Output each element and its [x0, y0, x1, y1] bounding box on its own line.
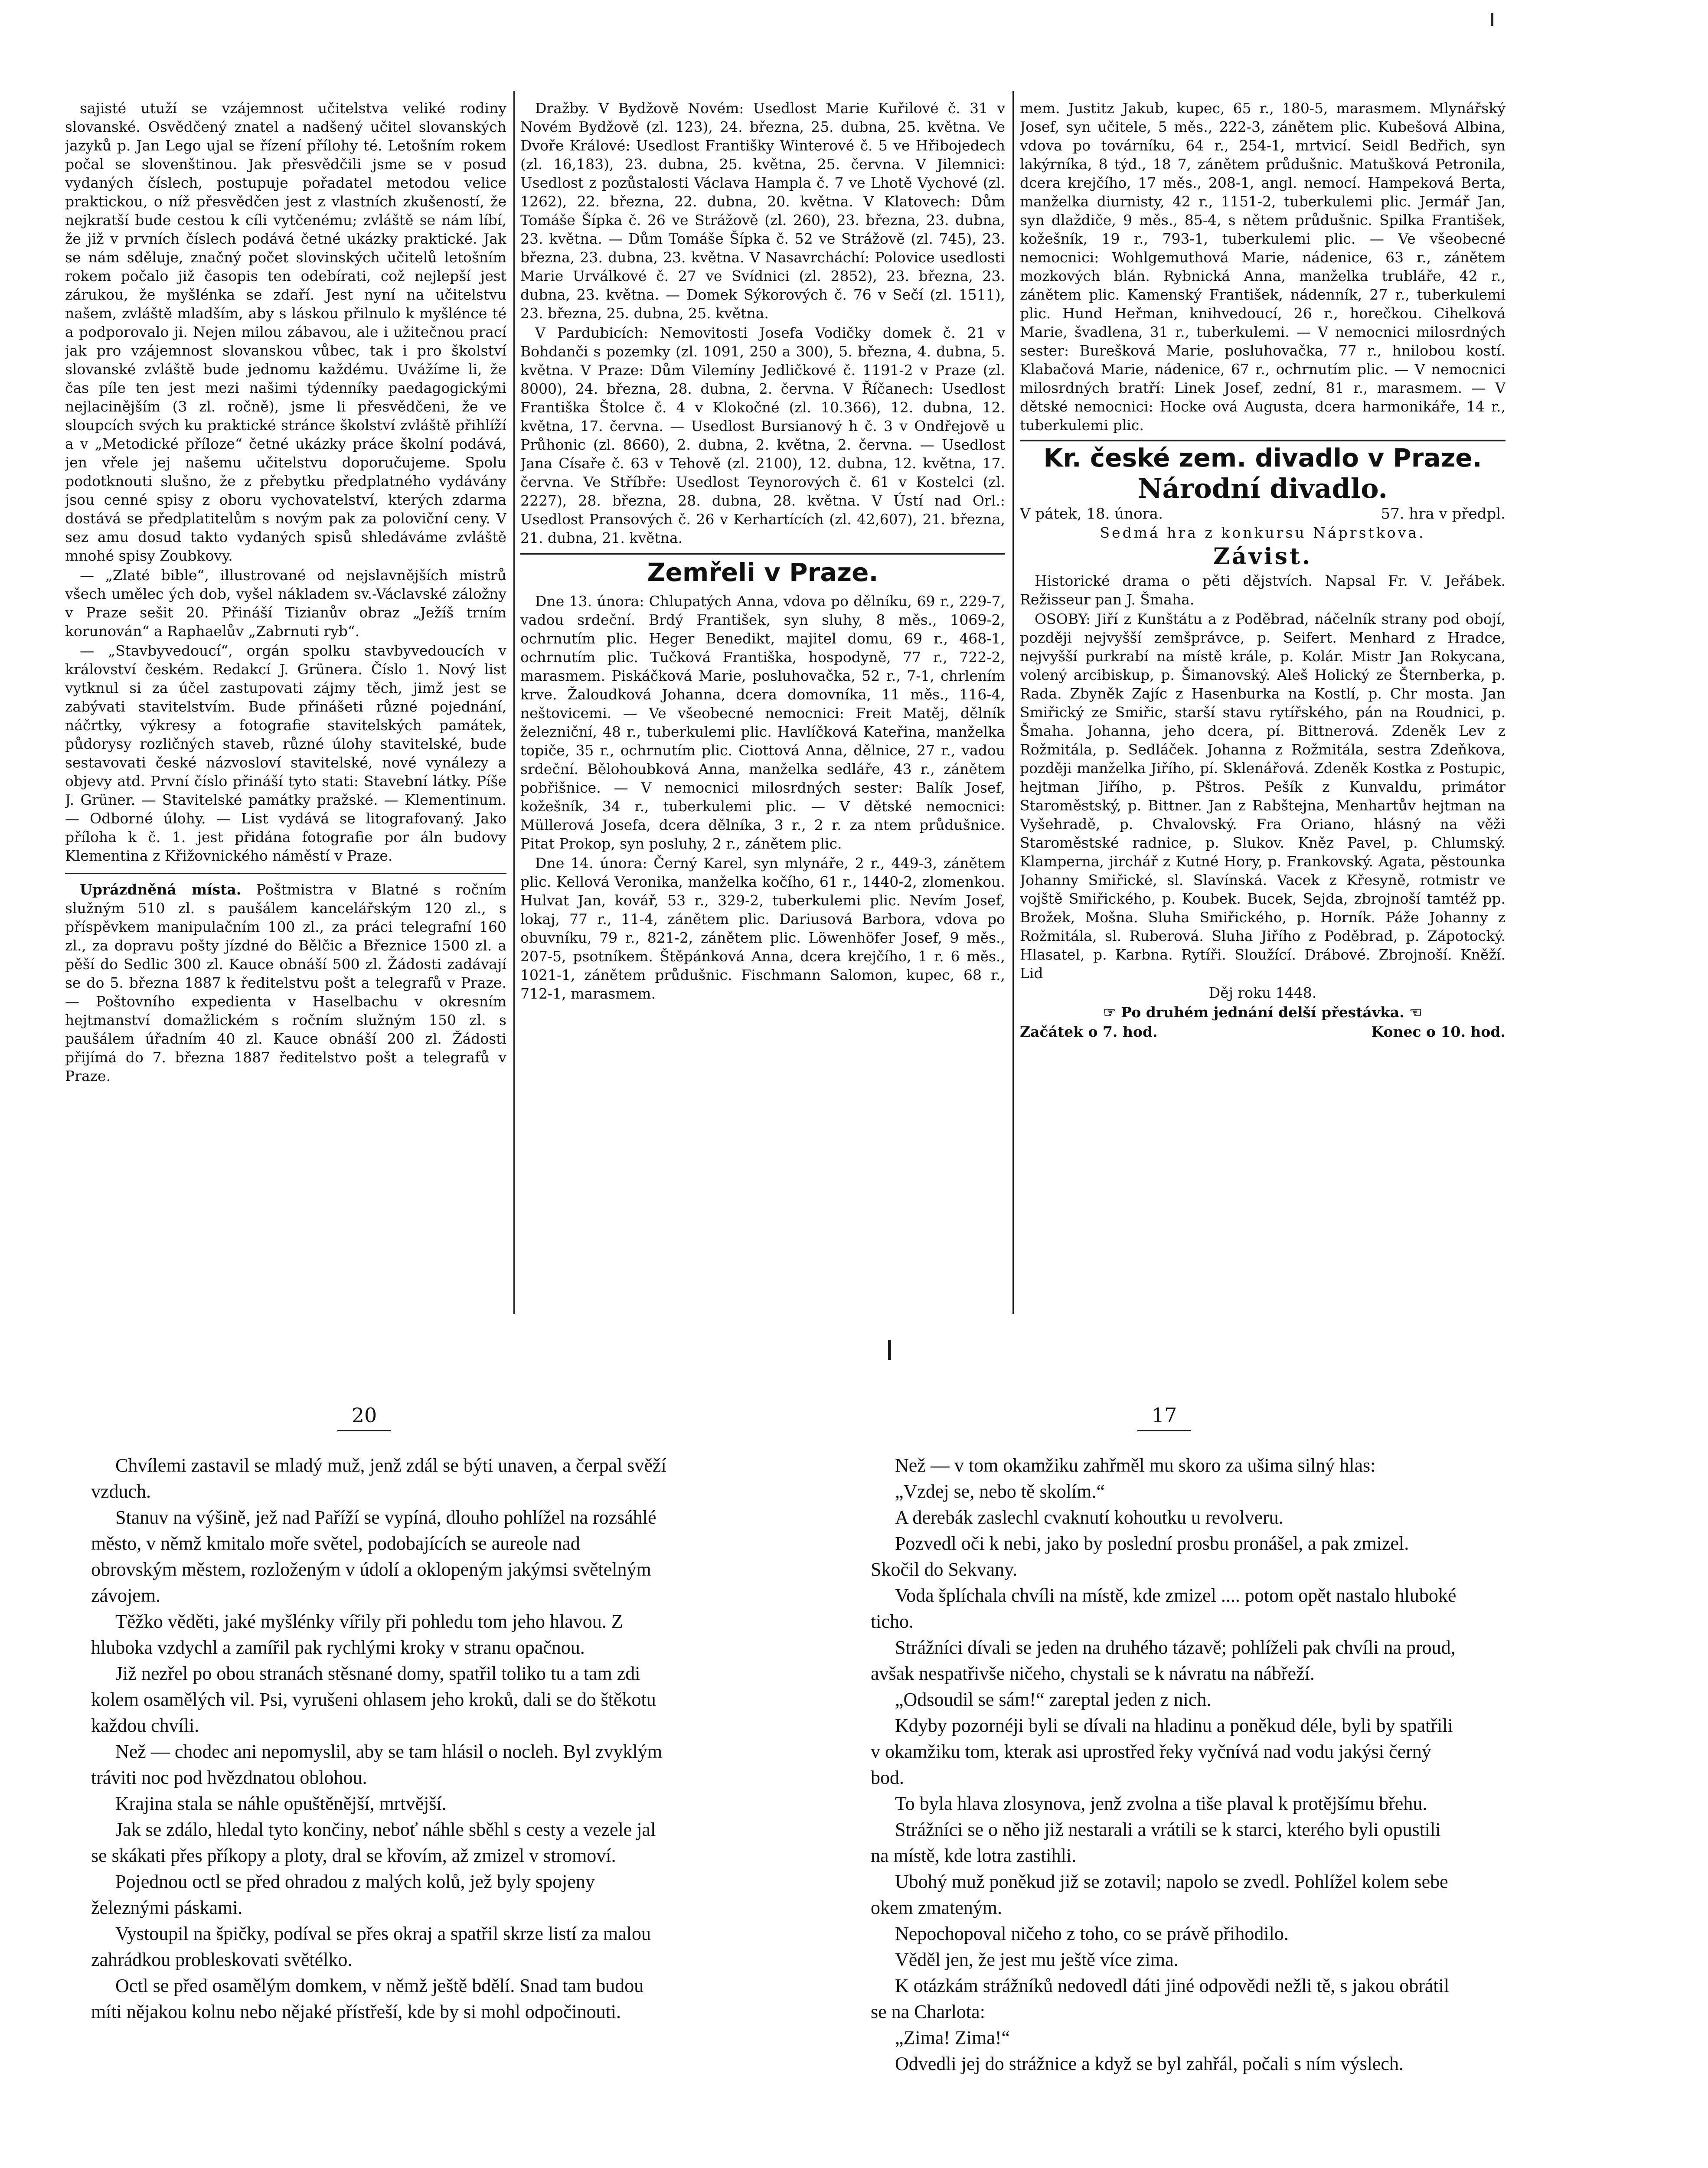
play-description: Historické drama o pěti dějstvích. Napsal Fr. V. Jeřábek. Režisseur pan J. Šmaha.	[1020, 572, 1506, 608]
book-left-text	[91, 1453, 668, 2168]
play-year: Děj roku 1448.	[1208, 984, 1317, 1001]
book-right-paragraph: A derebák zaslechl cvaknutí kohoutku u revolveru.	[895, 1507, 1283, 1528]
theater-subname: Národní divadlo.	[1137, 473, 1388, 504]
book-left-paragraph: Již nezřel po obou stranách stěsnané domy, spatřil toliko tu a tam zdi kolem osamělých vil. Psi, vyrušeni ohlasem jeho kroků, dali se do štěkotu každou chvíli.	[91, 1663, 656, 1736]
play-intermission	[1020, 1003, 1506, 1022]
book-left-paragraph: Octl se před osamělým domkem, v němž ještě bdělí. Snad tam budou míti nějakou kolnu nebo nějaké přístřeší, kde by si mohl odpočinouti.	[91, 1975, 644, 2022]
book-right-paragraph: Strážníci dívali se jeden na druhého tázavě; pohlíželi pak chvíli na proud, avšak nespatřivše ničeho, chystali se k návratu na nábřeží.	[871, 1637, 1456, 1684]
book-right-paragraph: Než — v tom okamžiku zahřměl mu skoro za ušima silný hlas:	[895, 1455, 1376, 1476]
news-column-3	[1020, 99, 1506, 1304]
news-rule-1	[65, 873, 506, 874]
news-rule-3	[1020, 440, 1506, 441]
book-right-paragraph: „Zima! Zima!“	[895, 2027, 1010, 2048]
book-right-paragraph: Nepochopoval ničeho z toho, co se právě přihodilo.	[895, 1923, 1289, 1944]
auctions-paragraph-2: V Pardubicích: Nemovitosti Josefa Vodičky domek č. 21 v Bohdanči s pozemky (zl. 1091, 250 a 300), 5. března, 4. dubna, 5. května. V Praze: Dům Vilemíny Jedličkové č. 1191-2 v Praze (zl. 8000), 24. března, 28. dubna, 2. června. V Říčanech: Usedlost Františka Štolce č. 4 v Klokočné (zl. 10.366), 12. dubna, 12. května, 17. června. — Usedlost Bursianový h č. 3 v Ondřejově u Průhonic (zl. 8660), 2. dubna, 2. května, 2. června. — Usedlost Jana Císaře č. 63 v Tehově (zl. 2100), 12. dubna, 12. května, 17. června. Ve Stříbře: Usedlost Teynorových č. 61 v Kostelci (zl. 2227), 28. března, 28. dubna, 28. května. V Ústí nad Orl.: Usedlost Pransových č. 26 v Kerhartících (zl. 42,607), 21. března, 21. dubna, 21. května.	[520, 324, 1005, 546]
news-paragraph-vacancies	[65, 880, 506, 1085]
book-right-paragraph: Věděl jen, že jest mu ještě více zima.	[895, 1949, 1179, 1970]
book-right-paragraph: Kdyby pozornéji byli se dívali na hladinu a poněkud déle, byli by spatřili v okamžiku tom, kterak asi uprostřed řeky vyčnívá nad vodu jakýsi černý bod.	[871, 1715, 1453, 1788]
deaths-14-feb: Dne 14. února: Černý Karel, syn mlynáře, 2 r., 449-3, zánětem plic. Kellová Veronika, manželka kočího, 61 r., 1440-2, zlomenkou. Hulvat Jan, kovář, 53 r., 329-2, tuberkulemi plic. Nevím Josef, lokaj, 77 r., 11-4, zánětem plic. Dariusová Barbora, vdova po obuvníku, 79 r., 821-2, zánětem plic. Löwenhöfer Josef, 9 měs., 207-5, psotníkem. Štěpánková Anna, dcera krejčího, 1 r. 6 měs., 1021-1, zánětem průdušnic. Fischmann Salomon, kupec, 68 r., 712-1, marasmem.	[520, 855, 1005, 1002]
intermission-text: Po druhém jednání delší přestávka.	[1121, 1004, 1404, 1021]
book-right-paragraph: Strážníci se o něho již nestarali a vrátili se k starci, kterého byli opustili na místě, kde lotra zastihli.	[871, 1819, 1441, 1866]
book-left-paragraph: Chvílemi zastavil se mladý muž, jenž zdál se býti unaven, a čerpal svěží vzduch.	[91, 1455, 666, 1502]
ink-mark-top	[1491, 13, 1493, 26]
book-right-paragraph: „Vzdej se, nebo tě skolím.“	[895, 1481, 1105, 1502]
auctions-paragraph: Dražby. V Bydžově Novém: Usedlost Marie Kuřilové č. 31 v Novém Bydžově (zl. 123), 24. března, 25. dubna, 25. května. Ve Dvoře Králové: Usedlost Františky Winterové č. 5 ve Hřibojedech (zl. 16,183), 23. dubna, 25. května, 25. června. V Jilemnici: Usedlost z pozůstalosti Václava Hampla č. 7 ve Lhotě Vychové (zl. 1262), 22. března, 22. dubna, 20. května. V Klatovech: Dům Tomáše Šípka č. 26 ve Strážově (zl. 260), 23. března, 23. dubna, 23. května. — Dům Tomáše Šípka č. 52 ve Strážově (zl. 745), 23. března, 23. dubna, 23. května. V Nasavrcháchí: Polovice usedlosti Marie Urválkové č. 27 ve Svídnici (zl. 2852), 23. března, 23. dubna, 23. května. — Domek Sýkorových č. 76 v Sečí (zl. 1511), 23. března, 25. dubna, 25. května.	[520, 100, 1005, 322]
page-number-right: 17	[1151, 1404, 1177, 1427]
book-left-paragraph: Stanuv na výšině, jež nad Paříží se vypíná, dlouho pohlížel na rozsáhlé město, v němž kmitalo moře světel, podobajících se aureole nad obrovským městem, rozloženým v údolí a oklopeným jakýmsi světelným závojem.	[91, 1507, 656, 1606]
book-right-text	[871, 1453, 1460, 2168]
deaths-continued: mem. Justitz Jakub, kupec, 65 r., 180-5, marasmem. Mlynářský Josef, syn učitele, 5 měs., 222-3, zánětem plic. Kubešová Albina, vdova po továrníku, 64 r., 254-1, mrtvicí. Seidl Bedřich, syn lakýrníka, 8 týd., 18 7, zánětem průdušnic. Matušková Petronila, dcera krejčího, 17 měs., 208-1, angl. nemocí. Hampeková Berta, manželka diurnisty, 42 r., 1151-2, tuberkulemi plic. Jermář Jan, syn dlaždiče, 9 měs., 85-4, s nětem průdušnic. Spilka František, kožešník, 19 r., 793-1, tuberkulemi plic. — Ve všeobecné nemocnici: Wohlgemuthová Marie, nádenice, 63 r., zánětem mozkových blán. Rybnická Anna, manželka trubláře, 42 r., zánětem plic. Kamenský František, nádenník, 27 r., tuberkulemi plic. Hund Heřman, knihvedoucí, 26 r., horečkou. Cihelková Marie, švadlena, 31 r., tuberkulemi. — V nemocnici milosrdných sester: Burešková Marie, posluhovačka, 77 r., hnilobou kostí. Klabačová Marie, nádenice, 67 r., ochrnutím plic. — V nemocnici milosrdných bratří: Linek Josef, zední, 81 r., marasmem. — V dětské nemocnici: Hocke ová Augusta, dcera harmonikáře, 14 r., tuberkulemi plic.	[1020, 100, 1506, 434]
play-times-row	[1020, 1022, 1506, 1041]
page-number-right-rule	[1137, 1430, 1191, 1431]
play-title: Závist.	[1213, 543, 1313, 570]
news-column-1	[65, 99, 506, 1304]
news-rule-2	[520, 553, 1005, 555]
book-left-paragraph: Těžko věděti, jaké myšlénky vířily při pohledu tom jeho hlavou. Z hluboka vzdychl a zamířil pak rychlými kroky v stranu opačnou.	[91, 1611, 623, 1658]
play-cast: OSOBY: Jiří z Kunštátu a z Poděbrad, náčelník strany pod obojí, později nejvyšší zemšprávce, p. Seifert. Menhard z Hradce, nejvyšší purkrabí na místě krále, p. Kolár. Mistr Jan Rokycana, volený arcibiskup, p. Šimanovský. Aleš Holický ze Šternberka, p. Rada. Zbyněk Zajíc z Hasenburka na Kostlí, p. Chr mosta. Jan Smiřický ze Smiřic, starší stavu rytířského, pán na Roudnici, p. Šmaha. Johanna, jeho dcera, pí. Bittnerová. Zdeněk Lev z Rožmitála, p. Sedláček. Johanna z Rožmitála, sestra Zdeňkova, později manželka Jiřího, pí. Sklenářová. Zdeněk Kostka z Postupic, hejtman Jiřího, p. Pštros. Pešík z Kunvaldu, primátor Staroměstský, p. Bittner. Jan z Rabštejna, Menhartův hejtman na Vyšehradě, p. Chvalovský. Fra Oriano, hlásný na věži Staroměstské radnice, p. Slukov. Kněz Pavel, p. Chlumský. Klamperna, jirchář z Kutné Hory, p. Frankovský. Agata, pěstounka Johanny Smiřické, sl. Slavínská. Vacek z Křesyně, rotmistr ve vojště Smiřického, p. Koubek. Bucek, Sejda, zbrojnoší tamtéž pp. Brožek, Mošna. Sluha Smiřického, p. Horník. Páže Johanny z Rožmitála, sl. Ruberová. Sluha Jiřího z Poděbrad, p. Zápotocký. Hlasatel, p. Karbna. Rytíři. Sloužící. Drábové. Zbrojnoší. Kněží. Lid	[1020, 611, 1506, 982]
news-column-2	[520, 99, 1005, 1304]
page-number-left: 20	[351, 1404, 377, 1427]
column-rule-2	[1012, 91, 1014, 1314]
performance-date-row	[1020, 505, 1506, 523]
book-right-paragraph: „Odsoudil se sám!“ zareptal jeden z nich.	[895, 1689, 1212, 1710]
ink-mark-middle	[888, 1340, 891, 1360]
book-left-paragraph: Jak se zdálo, hledal tyto končiny, neboť náhle sběhl s cesty a vezele jal se skákati přes příkopy a ploty, dral se křovím, až zmizel v stromoví.	[91, 1819, 656, 1866]
performance-number: 57. hra v předpl.	[1381, 505, 1506, 522]
book-left-paragraph: Vystoupil na špičky, podíval se přes okraj a spatřil skrze listí za malou zahrádkou probleskovati světélko.	[91, 1923, 651, 1970]
deaths-heading: Zemřeli v Praze.	[647, 558, 878, 587]
page-number-left-rule	[337, 1430, 391, 1431]
vacancies-text: Poštmistra v Blatné s ročním služným 510 zl. s paušálem kancelářským 120 zl., s příspěvkem manipulačním 100 zl., za práci telegrafní 160 zl., za dopravu pošty jízdné do Bělčic a Březnice 1500 zl. a pěší do Sedlic 300 zl. Kauce obnáší 500 zl. Žádosti zadávají se do 5. března 1887 k ředitelstvu pošt a telegrafů v Praze. — Poštovního expedienta v Haselbachu v okresním hejtmanství domažlickém s ročním služným 150 zl. s paušálem úřadním 40 zl. Kauce obnáší 200 zl. Žádosti přijímá do 7. března 1887 ředitelstvo pošt a telegrafů v Praze.	[65, 881, 506, 1084]
news-paragraph-stavbyvedouci: — „Stavbyvedoucí“, orgán spolku stavbyvedoucích v království českém. Redakcí J. Grünera. Číslo 1. Nový list vytknul si za účel zastupovati zájmy těch, jimž jest se zabývati stavitelstvím. Bude přinášeti různé pojednání, náčrtky, výkresy a fotografie stavitelských památek, půdorysy rozličných staveb, různé úlohy stavitelské, bude sestavovati české názvosloví stavitelské, nové vynálezy a objevy atd. První číslo přináší tyto stati: Stavební látky. Píše J. Grüner. — Stavitelské památky pražské. — Klementinum. — Odborné úlohy. — List vydává se litografovaný. Jako příloha k č. 1. jest přidána fotografie por áln budovy Klementina z Křižovnického náměstí v Praze.	[65, 642, 506, 864]
book-right-paragraph: K otázkám strážníků nedovedl dáti jiné odpovědi nežli tě, s jakou obrátil se na Charlota:	[871, 1975, 1450, 2022]
performance-date: V pátek, 18. února.	[1020, 505, 1163, 522]
news-paragraph-education: sajisté utuží se vzájemnost učitelstva veliké rodiny slovanské. Osvědčený znatel a nadšený učitel slovanských jazyků p. Jan Lego ujal se řízení přílohy té. Letošním rokem počal se slovenštinou. Jak přesvědčili jsme se v posud vydaných číslech, postupuje pořadatel metodou velice praktickou, o níž přesvědčen jest z vlastních zkušeností, že nejkratší bude cestou k cíli vytčenému; zvláště se nám líbí, že již v prvních číslech podává četné ukázky praktické. Jak se nám sděluje, značný počet slovinských učitelů letošním rokem počalo již časopis ten odebírati, což nejlepší jest zárukou, že myšlénka se zdaří. Jest nyní na učitelstvu našem, zvláště mladším, aby s láskou přilnulo k myšlénce té a podporovalo ji. Nejen milou zábavou, ale i užitečnou prací jak pro vzájemnost slovanskou vůbec, tak i pro školství slovanské zvláště bude jednomu každému. Uvážíme li, že čas píle ten jest mezi našimi týdenníky paedagogickými nejlacinějším (3 zl. ročně), jsme li přesvědčeni, že ve sloupcích svých ku praktické stránce školství zvláště přihlíží a v „Metodické příloze“ četné ukázky práce školní podává, jen vřele jej našemu učitelstvu doporučujeme. Spolu podotknouti slušno, že z přebytku předplatného vydávány jsou cenné spisy z oboru vychovatelství, kterých zdarma dostává se předplatitelům s novým pak za poloviční ceny. V sez amu dosud takto vydaných spisů shledáváme zvláště mnohé spisy Zoubkovy.	[65, 100, 506, 564]
book-right-paragraph: Odvedli jej do strážnice a když se byl zahřál, počali s ním výslech.	[895, 2053, 1404, 2074]
book-right-paragraph: Ubohý muž poněkud již se zotavil; napolo se zvedl. Pohlížel kolem sebe okem zmateným.	[871, 1871, 1448, 1918]
hand-left-icon: ☞	[1103, 1004, 1116, 1021]
book-right-paragraph: To byla hlava zlosynova, jenž zvolna a tiše plaval k protějšímu břehu.	[895, 1793, 1427, 1814]
book-left-paragraph: Než — chodec ani nepomyslil, aby se tam hlásil o nocleh. Byl zvyklým tráviti noc pod hvězdnatou oblohou.	[91, 1741, 663, 1788]
book-left-paragraph: Krajina stala se náhle opuštěnější, mrtvější.	[115, 1793, 447, 1814]
column-rule-1	[513, 91, 515, 1314]
book-left-paragraph: Pojednou octl se před ohradou z malých kolů, jež byly spojeny železnými páskami.	[91, 1871, 595, 1918]
vacancies-label: Uprázdněná místa.	[80, 881, 242, 898]
hand-right-icon: ☜	[1409, 1004, 1422, 1021]
deaths-13-feb: Dne 13. února: Chlupatých Anna, vdova po dělníku, 69 r., 229-7, vadou srdeční. Brdý František, syn sluhy, 8 měs., 1069-2, ochrnutím plic. Heger Benedikt, majitel domu, 69 r., 468-1, ochrnutím plic. Tučková Františka, hospodyně, 77 r., 722-2, marasmem. Piskáčková Marie, posluhovačka, 52 r., 7-1, chrlením krve. Žaloudková Johanna, dcera domovníka, 11 měs., 116-4, neštovicemi. — Ve všeobecné nemocnici: Freit Matěj, dělník železniční, 48 r., tuberkulemi plic. Havlíčková Kateřina, manželka topiče, 35 r., ochrnutím plic. Ciottová Anna, dělnice, 27 r., vadou srdeční. Bělohoubková Anna, manželka sedláře, 43 r., zánětem pobřišnice. — V nemocnici milosrdných sester: Balík Josef, kožešník, 34 r., tuberkulemi plic. — V dětské nemocnici: Müllerová Josefa, dcera dělníka, 3 r., 2 r. za ntem průdušnice. Pitat Prokop, syn posluhy, 2 r., zánětem plic.	[520, 593, 1005, 852]
theater-name: Kr. české zem. divadlo v Praze.	[1043, 443, 1482, 473]
book-right-paragraph: Voda šplíchala chvíli na místě, kde zmizel .... potom opět nastalo hluboké ticho.	[871, 1585, 1457, 1632]
performance-series: Sedmá hra z konkursu Náprstkova.	[1100, 524, 1426, 541]
play-end: Konec o 10. hod.	[1371, 1023, 1506, 1040]
play-start: Začátek o 7. hod.	[1020, 1023, 1158, 1040]
book-right-paragraph: Pozvedl oči k nebi, jako by poslední prosbu pronášel, a pak zmizel. Skočil do Sekvany.	[871, 1533, 1409, 1580]
news-paragraph-bible: — „Zlaté bible“, illustrované od nejslavnějších mistrů všech umělec ých dob, vyšel nákladem sv.-Václavské záložny v Praze sešit 20. Přináší Tizianův obraz „Ježíš trním korunován“ a Raphaelův „Zabrnuti ryb“.	[65, 567, 506, 640]
